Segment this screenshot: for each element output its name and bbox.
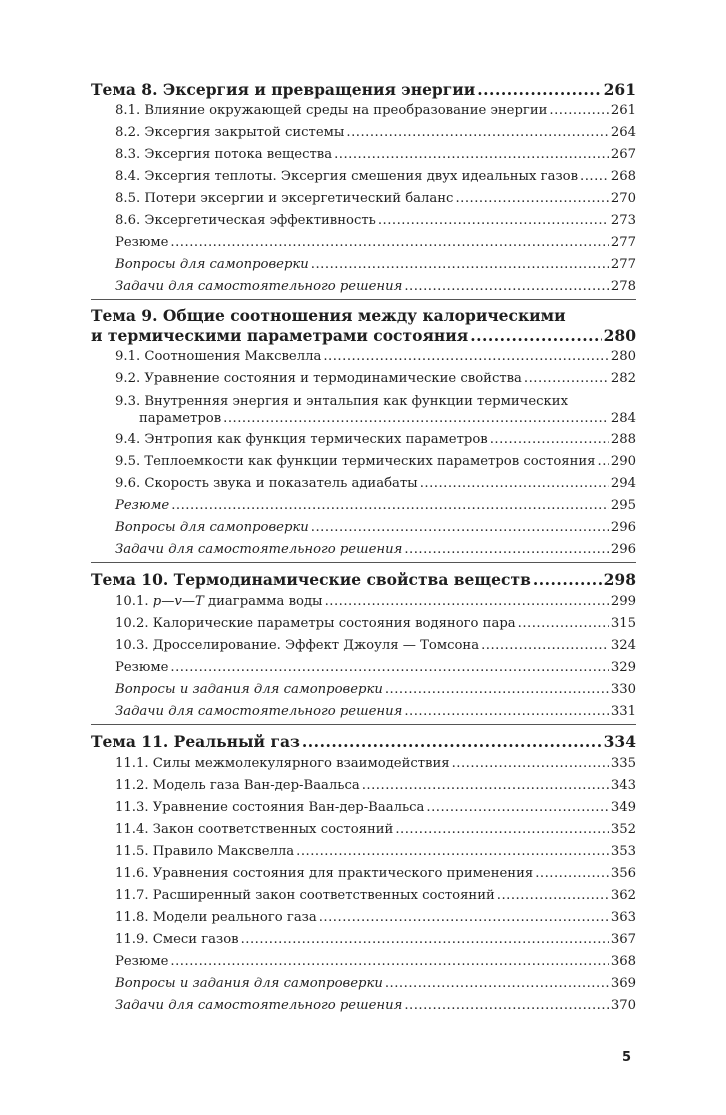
toc-page-number: 368 (610, 954, 636, 969)
leader-dots (323, 346, 608, 368)
leader-dots (426, 797, 608, 819)
toc-entry[interactable] (91, 819, 636, 841)
toc-entry-prefix: 10.1. (115, 594, 153, 609)
toc-entry[interactable] (91, 539, 636, 561)
toc-page-number: 261 (610, 103, 636, 118)
toc-page-number: 261 (603, 80, 636, 99)
leader-dots (171, 495, 609, 517)
leader-dots (319, 907, 609, 929)
toc-entry[interactable] (91, 473, 636, 495)
toc-entry[interactable] (91, 346, 636, 368)
toc-entry-label: 9.6. Скорость звука и показатель адиабаты (115, 476, 418, 491)
toc-entry[interactable] (91, 188, 636, 210)
toc-entry-label: 11.8. Модели реального газа (115, 910, 317, 925)
toc-page-number: 277 (610, 235, 636, 250)
toc-entry-label: Задачи для самостоятельного решения (115, 704, 403, 719)
toc-entry-label: 8.6. Эксергетическая эффективность (115, 213, 376, 228)
toc-entry-label: Резюме (115, 660, 169, 675)
toc-page-number: 343 (610, 778, 636, 793)
leader-dots (223, 410, 609, 427)
toc-entry[interactable] (91, 885, 636, 907)
toc-entry[interactable] (91, 775, 636, 797)
toc-entry[interactable] (91, 144, 636, 166)
leader-dots (170, 657, 608, 679)
toc-entry-label: 11.5. Правило Максвелла (115, 844, 295, 859)
leader-dots (170, 951, 608, 973)
toc-page-number: 290 (610, 454, 636, 469)
leader-dots (170, 232, 608, 254)
toc-page-number: 273 (610, 213, 636, 228)
leader-dots (311, 517, 609, 539)
toc-entry[interactable] (91, 701, 636, 723)
toc-section-9 (91, 306, 636, 563)
leader-dots (420, 473, 609, 495)
toc-section-10 (91, 569, 636, 725)
leader-dots (325, 591, 609, 613)
toc-entry-formula: p—v—T (152, 594, 204, 609)
toc-entry[interactable] (91, 166, 636, 188)
leader-dots (362, 775, 609, 797)
toc-entry[interactable] (91, 753, 636, 775)
toc-entry-label: 11.3. Уравнение состояния Ван-дер-Ваальса (115, 800, 425, 815)
toc-entry[interactable] (91, 495, 636, 517)
toc-page-number: 295 (610, 498, 636, 513)
toc-entry[interactable] (91, 995, 636, 1017)
leader-dots (404, 701, 609, 723)
toc-page-number: 284 (610, 411, 636, 426)
leader-dots (404, 539, 609, 561)
toc-page-number: 288 (610, 432, 636, 447)
toc-page-number: 349 (610, 800, 636, 815)
toc-entry-suffix: диаграмма воды (203, 594, 323, 609)
toc-section-title: Тема 10. Термодинамические свойства веществ (91, 570, 531, 589)
toc-entry-label: Вопросы и задания для самопроверки (115, 976, 383, 991)
toc-page-number: 264 (610, 125, 636, 140)
toc-entry[interactable] (91, 973, 636, 995)
toc-entry-label (115, 591, 323, 613)
leader-dots (452, 753, 609, 775)
leader-dots (524, 368, 609, 390)
toc-page-number: 296 (610, 542, 636, 557)
leader-dots (334, 144, 609, 166)
toc-entry[interactable] (91, 451, 636, 473)
toc-entry[interactable] (91, 797, 636, 819)
toc-page-number: 324 (610, 638, 636, 653)
toc-page-number: 335 (610, 756, 636, 771)
leader-dots (481, 635, 609, 657)
toc-page-number: 369 (610, 976, 636, 991)
toc-entry-label: Задачи для самостоятельного решения (115, 279, 403, 294)
toc-page-number: 353 (610, 844, 636, 859)
toc-entry-label: Резюме (115, 498, 170, 513)
toc-entry-label: 9.5. Теплоемкости как функции термических параметров состояния (115, 454, 596, 469)
toc-entry-label: 11.1. Силы межмолекулярного взаимодействия (115, 756, 450, 771)
leader-dots (470, 326, 601, 346)
toc-entry[interactable] (91, 657, 636, 679)
leader-dots (296, 841, 609, 863)
toc-section-title-row[interactable] (91, 569, 636, 591)
toc-entry[interactable] (91, 368, 636, 390)
toc-entry[interactable] (91, 390, 636, 429)
toc-entry[interactable] (91, 613, 636, 635)
toc-entry[interactable] (91, 635, 636, 657)
toc-entry-label: Резюме (115, 235, 169, 250)
leader-dots (395, 819, 609, 841)
leader-dots (477, 80, 601, 100)
leader-dots (385, 679, 609, 701)
leader-dots (533, 569, 602, 591)
toc-entry-label: 8.3. Эксергия потока вещества (115, 147, 333, 162)
toc-entry-label: 8.4. Эксергия теплоты. Эксергия смешения двух идеальных газов (115, 169, 578, 184)
toc-page-number: 268 (610, 169, 636, 184)
leader-dots (311, 254, 609, 276)
leader-dots (580, 166, 609, 188)
toc-entry-label: 9.2. Уравнение состояния и термодинамические свойства (115, 371, 522, 386)
toc-entry-label: Резюме (115, 954, 169, 969)
toc-page-number: 294 (610, 476, 636, 491)
toc-section-11 (91, 731, 636, 1018)
toc-entry-label: Вопросы и задания для самопроверки (115, 682, 383, 697)
leader-dots (549, 100, 608, 122)
toc-entry-label: 11.2. Модель газа Ван-дер-Ваальса (115, 778, 360, 793)
leader-dots (241, 929, 609, 951)
toc-entry-label: 8.2. Эксергия закрытой системы (115, 125, 345, 140)
toc-entry-label: 8.5. Потери эксергии и эксергетический баланс (115, 191, 454, 206)
toc-section-title: Тема 11. Реальный газ (91, 732, 300, 751)
toc-entry[interactable] (91, 429, 636, 451)
toc-section-title: Тема 8. Эксергия и превращения энергии (91, 80, 476, 99)
toc-entry[interactable] (91, 517, 636, 539)
toc-entry-label: 11.4. Закон соответственных состояний (115, 822, 394, 837)
toc-page-number: 270 (610, 191, 636, 206)
toc-page-number: 315 (610, 616, 636, 631)
toc-entry[interactable] (91, 929, 636, 951)
leader-dots (490, 429, 609, 451)
toc-page-number: 352 (610, 822, 636, 837)
toc-page-number: 367 (610, 932, 636, 947)
toc-page-number: 363 (610, 910, 636, 925)
toc-page-number: 267 (610, 147, 636, 162)
toc-page-number: 334 (603, 732, 636, 751)
toc-entry[interactable] (91, 276, 636, 298)
toc-entry[interactable] (91, 100, 636, 122)
toc-page-number: 299 (610, 594, 636, 609)
toc-entry-label: Вопросы для самопроверки (115, 520, 309, 535)
toc-section-title-line1: Тема 9. Общие соотношения между калорическими (91, 306, 566, 325)
toc-page-number: 277 (610, 257, 636, 272)
toc-entry[interactable] (91, 951, 636, 973)
leader-dots (378, 210, 609, 232)
toc-page-number: 356 (610, 866, 636, 881)
toc-entry[interactable] (91, 232, 636, 254)
toc-page-number: 278 (610, 279, 636, 294)
toc-entry-label: 9.4. Энтропия как функция термических параметров (115, 432, 488, 447)
leader-dots (598, 451, 609, 473)
toc-section-title-row[interactable] (91, 80, 636, 100)
toc-page-number: 370 (610, 998, 636, 1013)
leader-dots (518, 613, 609, 635)
toc-entry-label: 11.6. Уравнения состояния для практического применения (115, 866, 534, 881)
toc-page-number: 282 (610, 371, 636, 386)
toc-section-8 (91, 80, 636, 300)
toc-entry-label: 10.3. Дросселирование. Эффект Джоуля — Томсона (115, 638, 480, 653)
toc-section-title-row[interactable] (91, 731, 636, 753)
toc-entry-label: 10.2. Калорические параметры состояния водяного пара (115, 616, 516, 631)
toc-entry[interactable] (91, 679, 636, 701)
toc-page-number: 280 (610, 349, 636, 364)
leader-dots (404, 995, 609, 1017)
toc-page-number: 296 (610, 520, 636, 535)
toc-entry-label: 9.1. Соотношения Максвелла (115, 349, 322, 364)
toc-entry-label: параметров (139, 411, 222, 426)
toc-entry-label: Задачи для самостоятельного решения (115, 542, 403, 557)
toc-page-number: 298 (603, 570, 636, 589)
toc-page-number: 362 (610, 888, 636, 903)
leader-dots (302, 731, 602, 753)
toc-page-number: 330 (610, 682, 636, 697)
toc-entry-line2 (115, 410, 636, 427)
toc-entry-label: Вопросы для самопроверки (115, 257, 309, 272)
toc-entry[interactable] (91, 122, 636, 144)
table-of-contents (91, 80, 636, 1024)
page-number: 5 (622, 1050, 632, 1065)
toc-entry[interactable] (91, 210, 636, 232)
toc-entry[interactable] (91, 254, 636, 276)
leader-dots (497, 885, 609, 907)
leader-dots (385, 973, 609, 995)
toc-entry[interactable] (91, 591, 636, 613)
toc-entry[interactable] (91, 907, 636, 929)
toc-section-title-row[interactable] (91, 326, 636, 346)
toc-entry[interactable] (91, 841, 636, 863)
leader-dots (535, 863, 609, 885)
toc-section-title: и термическими параметрами состояния (91, 326, 469, 345)
toc-entry-label: 8.1. Влияние окружающей среды на преобразование энергии (115, 103, 548, 118)
toc-page-number: 329 (610, 660, 636, 675)
toc-entry-label: Задачи для самостоятельного решения (115, 998, 403, 1013)
toc-entry-label: 11.9. Смеси газов (115, 932, 239, 947)
leader-dots (404, 276, 609, 298)
toc-entry[interactable] (91, 863, 636, 885)
leader-dots (346, 122, 608, 144)
toc-entry-label: 11.7. Расширенный закон соответственных состояний (115, 888, 495, 903)
leader-dots (455, 188, 608, 210)
toc-page-number: 331 (610, 704, 636, 719)
toc-page-number: 280 (603, 326, 636, 345)
toc-entry-label-line1: 9.3. Внутренняя энергия и энтальпия как функции термических (115, 394, 569, 409)
